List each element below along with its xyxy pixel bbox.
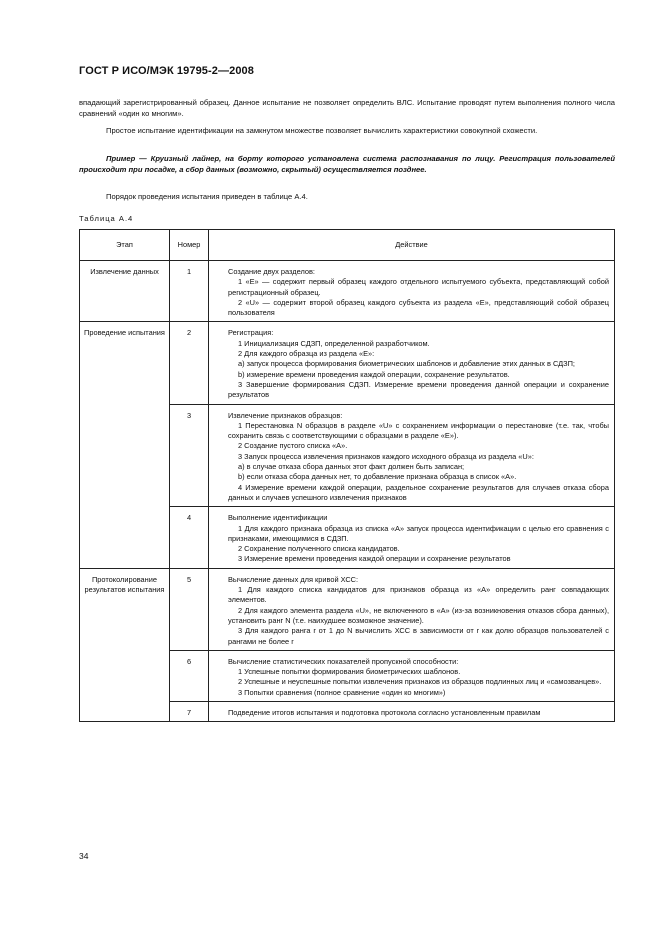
action-line: Регистрация: [228,328,274,338]
row-number: 6 [170,650,209,701]
header-stage: Этап [80,230,170,261]
table-row [80,261,615,322]
stage-cell: Протоколирование результатов испытания [80,568,170,722]
document-header: ГОСТ Р ИСО/МЭК 19795-2—2008 [79,65,254,77]
action-line: Вычисление данных для кривой ХСС: [228,574,359,584]
row-action [209,261,615,322]
example-text: Круизный лайнер, на борту которого установлена система распознавания по лицу. Регистрация пользователей происходит при посадке, а сбор данных (возможно, скрытый) осуществляется позднее. [79,154,615,175]
action-line: 3 Для каждого ранга r от 1 до N вычислить ХСС в зависимости от r как долю образцов пользователей с рангами не более r [228,626,609,646]
action-line: a) в случае отказа сбора данных этот факт должен быть записан; [238,462,465,472]
table-row [80,568,615,650]
row-action [209,507,615,568]
action-line: 1 Для каждого признака образца из списка «A» запуск процесса идентификации с целью его сравнения с признаками, имеющимися в СДЗП. [228,523,609,543]
example-paragraph [79,153,615,176]
stage-cell: Проведение испытания [80,322,170,568]
header-action: Действие [209,230,615,261]
stage-cell: Извлечение данных [80,261,170,322]
action-line: 2 Для каждого элемента раздела «U», не включенного в «A» (из-за возникновения отказов сбора данных), установить ранг N (т.е. наихудшее возможное значение). [228,605,609,625]
table-row [80,322,615,404]
action-line: Создание двух разделов: [228,267,315,276]
header-number: Номер [170,230,209,261]
row-action [209,568,615,650]
action-line: b) измерение времени проведения каждой операции, сохранение результатов. [238,369,510,379]
action-line: 3 Попытки сравнения (полное сравнение «один ко многим») [238,687,446,697]
action-line: 2 Сохранение полученного списка кандидатов. [238,544,400,554]
paragraph-4: Порядок проведения испытания приведен в таблице А.4. [106,192,308,201]
row-number: 5 [170,568,209,650]
action-line: Извлечение признаков образцов: [228,410,343,420]
action-line: 2 «U» — содержит второй образец каждого субъекта из раздела «E», представляющий собой образец пользователя [228,297,609,318]
action-line: Выполнение идентификации [228,513,328,523]
action-line: 4 Измерение времени каждой операции, раздельное сохранение результатов для случаев отказа сбора данных и случаев успешного извлечения признаков [228,482,609,502]
row-number: 3 [170,404,209,507]
row-number: 2 [170,322,209,404]
paragraph-1: впадающий зарегистрированный образец. Данное испытание не позволяет определить ВЛС. Испытание проводят путем выполнения полного числа сравнений «один ко многим». [79,98,615,119]
row-action [209,322,615,404]
action-line: b) если отказа сбора данных нет, то добавление признака образца в список «A». [238,472,517,482]
action-line: 3 Запуск процесса извлечения признаков каждого исходного образца из раздела «U»: [238,451,534,461]
action-line: 2 Для каждого образца из раздела «E»: [238,349,375,359]
row-action [209,650,615,701]
action-line: Вычисление статистических показателей пропускной способности: [228,656,459,666]
table-caption: Таблица А.4 [79,214,134,223]
row-number: 4 [170,507,209,568]
row-action [209,404,615,507]
procedure-table [79,229,615,722]
table-header-row [80,230,615,261]
action-line: 1 Для каждого списка кандидатов для признаков образца из «A» определить ранг совпадающих элементов. [228,585,609,605]
action-line: 1 «E» — содержит первый образец каждого отдельного испытуемого субъекта, представляющий собой регистрационный образец. [228,277,609,297]
action-line: 3 Завершение формирования СДЗП. Измерение времени проведения данной операции и сохранение результатов [228,379,609,400]
page-number: 34 [79,851,89,861]
action-line: a) запуск процесса формирования биометрических шаблонов и добавление этих данных в СДЗП; [238,359,575,369]
action-line: 1 Успешные попытки формирования биометрических шаблонов. [238,667,461,677]
action-line: Подведение итогов испытания и подготовка протокола согласно установленным правилам [228,707,541,717]
action-line: 1 Инициализация СДЗП, определенной разработчиком. [238,338,430,348]
row-number: 1 [170,261,209,322]
action-line: 2 Создание пустого списка «A». [238,441,348,451]
action-line: 1 Перестановка N образцов в разделе «U» с сохранением информации о перестановке (т.е. так, чтобы сохранить связь с соответствующими с образцами в разделе «E»). [228,420,609,441]
row-action [209,701,615,721]
action-line: 2 Успешные и неуспешные попытки извлечения признаков из образцов подлинных лиц и «самозванцев». [238,677,602,687]
paragraph-2: Простое испытание идентификации на замкнутом множестве позволяет вычислить характеристики совокупной схожести. [106,126,538,135]
action-line: 3 Измерение времени проведения каждой операции и сохранение результатов [238,554,511,564]
example-lead: Пример — [106,154,147,163]
row-number: 7 [170,701,209,721]
